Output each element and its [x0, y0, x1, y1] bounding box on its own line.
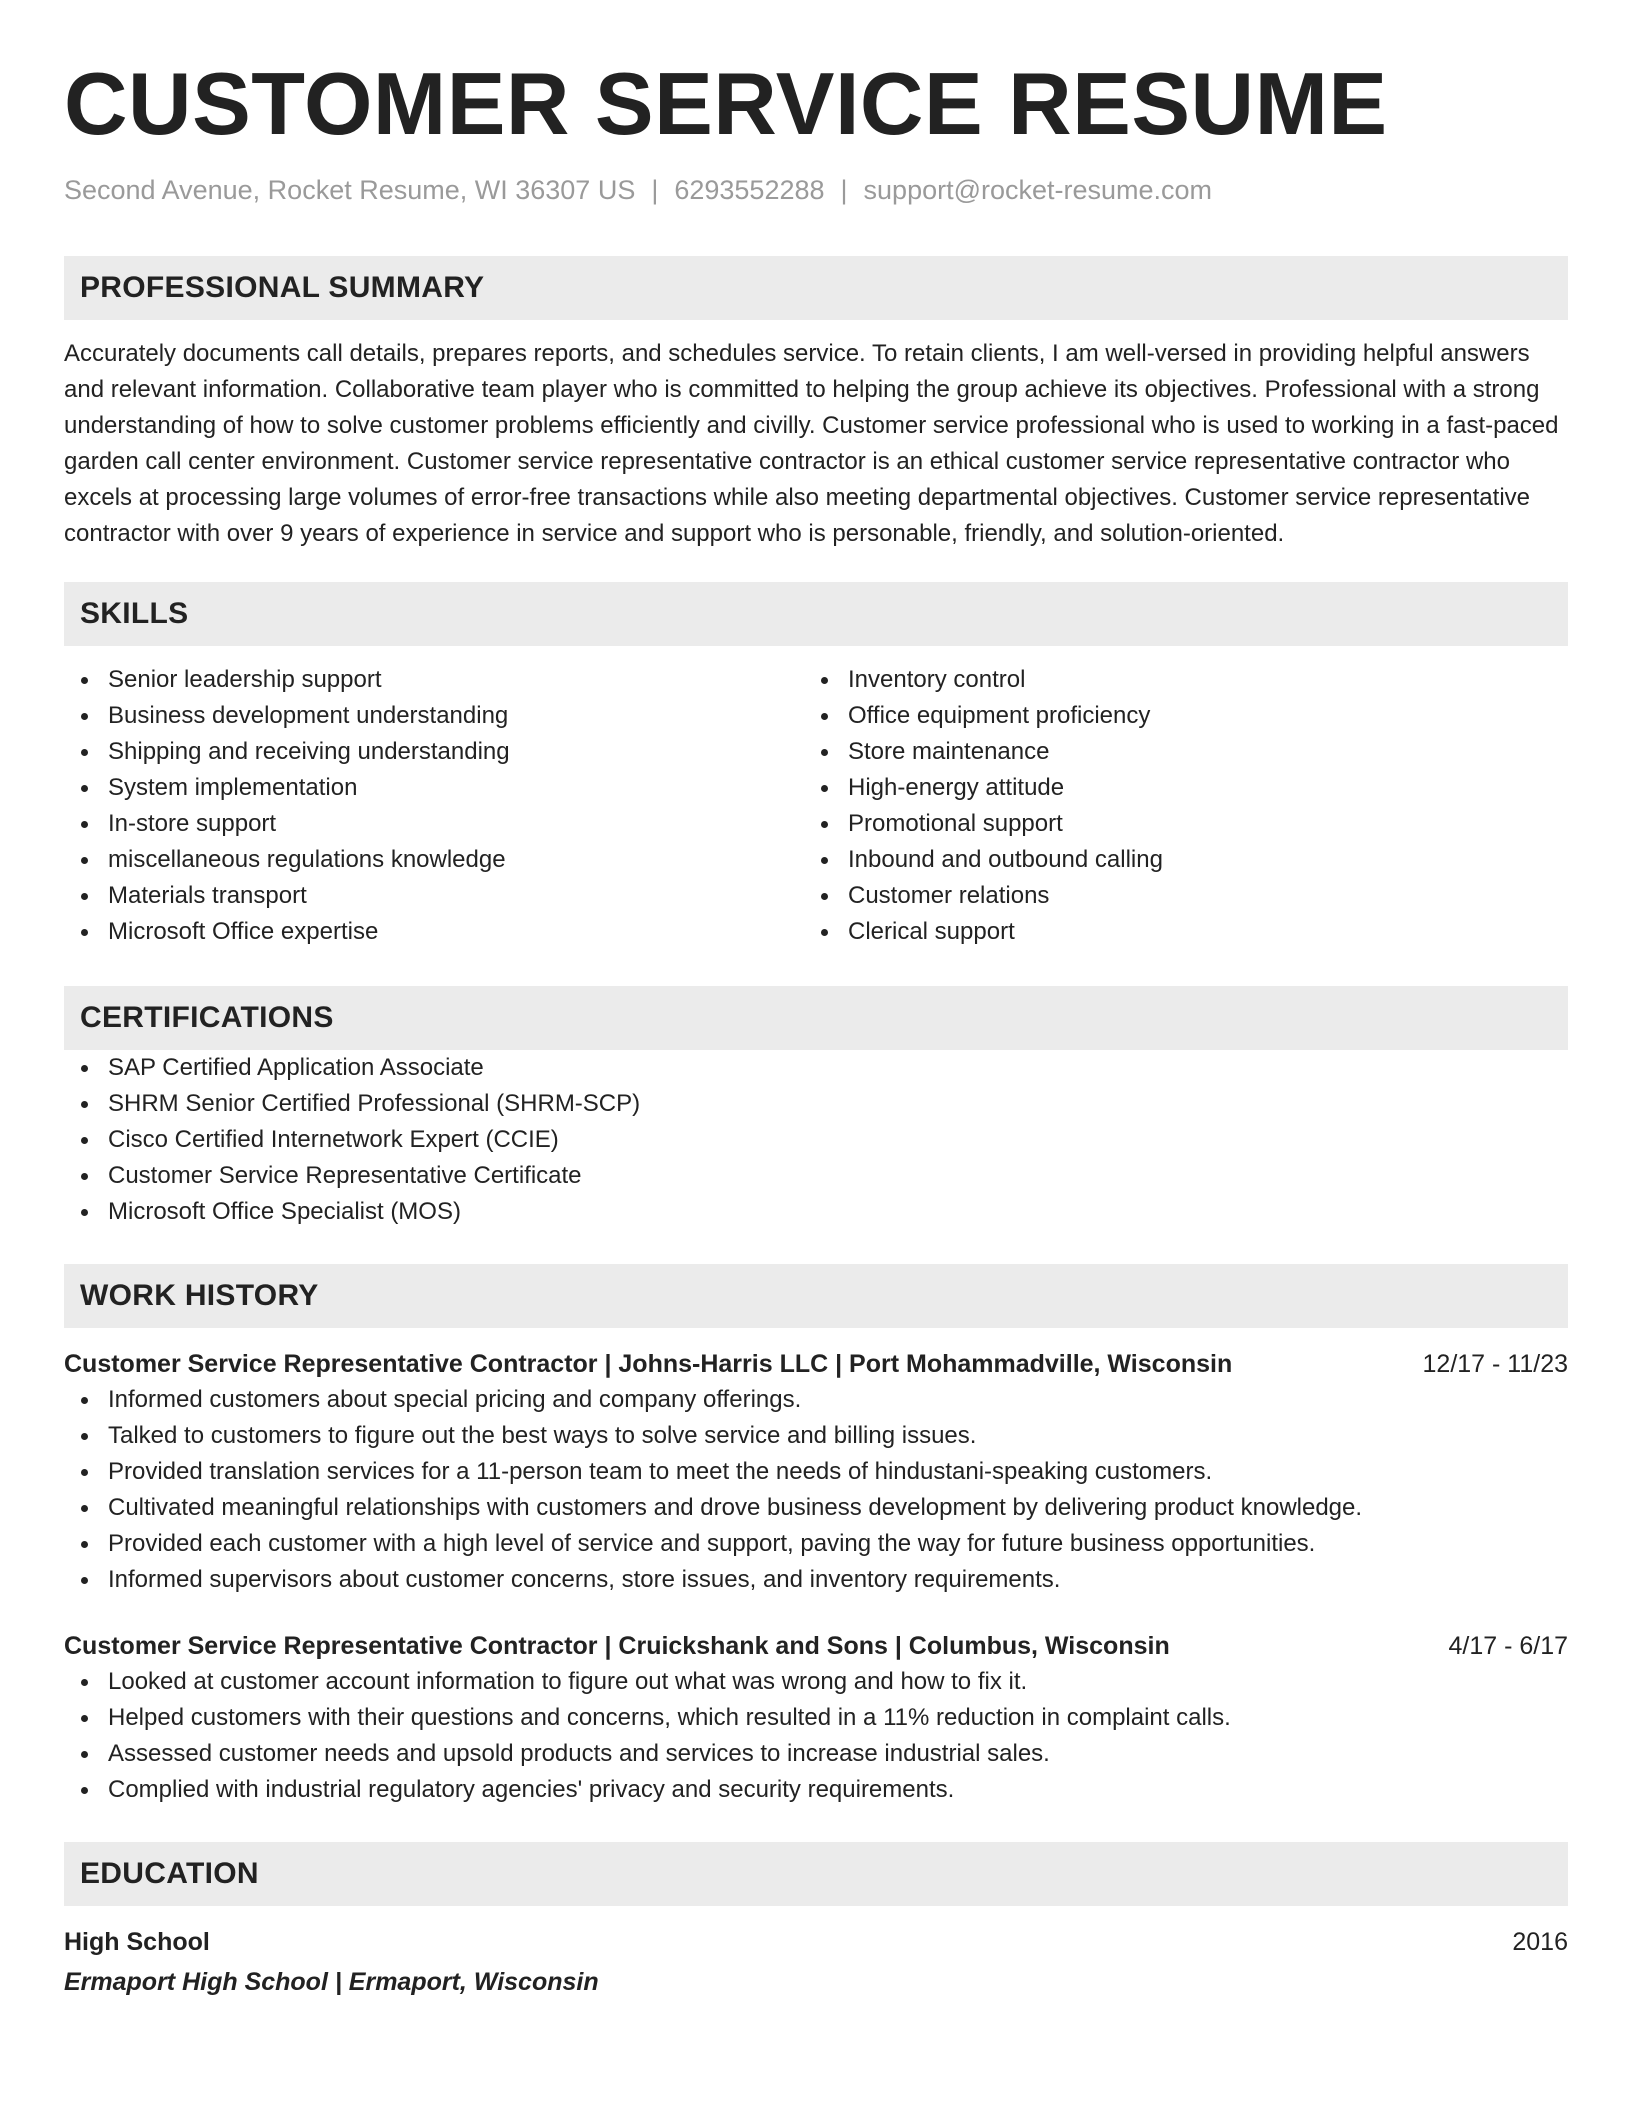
contact-line: [64, 174, 1568, 206]
job-bullet: Complied with industrial regulatory agencies' privacy and security requirements.: [64, 1772, 1568, 1808]
education-year: 2016: [1512, 1928, 1568, 1956]
section-header-work-history: WORK HISTORY: [64, 1264, 1568, 1328]
section-header-education: EDUCATION: [64, 1842, 1568, 1906]
job-bullet: Provided translation services for a 11-person team to meet the needs of hindustani-speaking customers.: [64, 1454, 1568, 1490]
skill-item: Materials transport: [64, 878, 804, 914]
job-bullet: Informed supervisors about customer concerns, store issues, and inventory requirements.: [64, 1562, 1568, 1598]
education-degree: High School: [64, 1928, 210, 1956]
certification-item: Microsoft Office Specialist (MOS): [64, 1194, 1568, 1230]
job-bullets: [64, 1382, 1568, 1598]
skill-item: Business development understanding: [64, 698, 804, 734]
skill-item: In-store support: [64, 806, 804, 842]
job-bullet: Cultivated meaningful relationships with customers and drove business development by delivering product knowledge.: [64, 1490, 1568, 1526]
job-bullet: Helped customers with their questions and concerns, which resulted in a 11% reduction in complaint calls.: [64, 1700, 1568, 1736]
skill-item: Clerical support: [804, 914, 1544, 950]
skills-column-left: [64, 662, 804, 950]
skill-item: Promotional support: [804, 806, 1544, 842]
skills-columns: [64, 662, 1568, 950]
job-bullet: Talked to customers to figure out the best ways to solve service and billing issues.: [64, 1418, 1568, 1454]
skill-item: System implementation: [64, 770, 804, 806]
resume-title: CUSTOMER SERVICE RESUME: [64, 54, 1388, 153]
skill-item: Inventory control: [804, 662, 1544, 698]
skill-item: High-energy attitude: [804, 770, 1544, 806]
education-row: [64, 1924, 1568, 1960]
certification-item: Customer Service Representative Certificate: [64, 1158, 1568, 1194]
job-title: Customer Service Representative Contractor | Johns-Harris LLC | Port Mohammadville, Wisconsin: [64, 1350, 1233, 1378]
certifications-list: [64, 1050, 1568, 1230]
skill-item: Office equipment proficiency: [804, 698, 1544, 734]
job-heading-row: [64, 1628, 1568, 1664]
skill-item: Customer relations: [804, 878, 1544, 914]
job-bullet: Assessed customer needs and upsold products and services to increase industrial sales.: [64, 1736, 1568, 1772]
contact-address: Second Avenue, Rocket Resume, WI 36307 US: [64, 175, 636, 205]
certification-item: SAP Certified Application Associate: [64, 1050, 1568, 1086]
section-header-certifications: CERTIFICATIONS: [64, 986, 1568, 1050]
skill-item: Senior leadership support: [64, 662, 804, 698]
contact-email: support@rocket-resume.com: [863, 175, 1213, 205]
section-header-skills: SKILLS: [64, 582, 1568, 646]
skill-item: Microsoft Office expertise: [64, 914, 804, 950]
job-title: Customer Service Representative Contractor | Cruickshank and Sons | Columbus, Wisconsin: [64, 1632, 1170, 1660]
summary-text: Accurately documents call details, prepares reports, and schedules service. To retain clients, I am well-versed in providing helpful answers and relevant information. Collaborative team player who is committed to helping the group achieve its objectives. Professional with a strong understanding of how to solve customer problems efficiently and civilly. Customer service professional who is used to working in a fast-paced garden call center environment. Customer service representative contractor is an ethical customer service representative contractor who excels at processing large volumes of error-free transactions while also meeting departmental objectives. Customer service representative contractor with over 9 years of experience in service and support who is personable, friendly, and solution-oriented.: [64, 340, 1559, 547]
skill-item: Shipping and receiving understanding: [64, 734, 804, 770]
job-bullets: [64, 1664, 1568, 1808]
job-heading-row: [64, 1346, 1568, 1382]
section-header-summary: PROFESSIONAL SUMMARY: [64, 256, 1568, 320]
certification-item: SHRM Senior Certified Professional (SHRM-SCP): [64, 1086, 1568, 1122]
job-dates: 12/17 - 11/23: [1422, 1350, 1568, 1378]
skills-column-right: [804, 662, 1544, 950]
contact-separator: |: [840, 175, 848, 205]
skill-item: miscellaneous regulations knowledge: [64, 842, 804, 878]
job-bullet: Provided each customer with a high level of service and support, paving the way for future business opportunities.: [64, 1526, 1568, 1562]
skill-item: Inbound and outbound calling: [804, 842, 1544, 878]
skills-list-left: [64, 662, 804, 950]
contact-phone: 6293552288: [674, 175, 825, 205]
job-bullet: Informed customers about special pricing and company offerings.: [64, 1382, 1568, 1418]
skill-item: Store maintenance: [804, 734, 1544, 770]
job-dates: 4/17 - 6/17: [1448, 1632, 1568, 1660]
certification-item: Cisco Certified Internetwork Expert (CCIE): [64, 1122, 1568, 1158]
education-school: Ermaport High School | Ermaport, Wisconsin: [64, 1968, 599, 1996]
contact-separator: |: [651, 175, 659, 205]
job-bullet: Looked at customer account information to figure out what was wrong and how to fix it.: [64, 1664, 1568, 1700]
skills-list-right: [804, 662, 1544, 950]
